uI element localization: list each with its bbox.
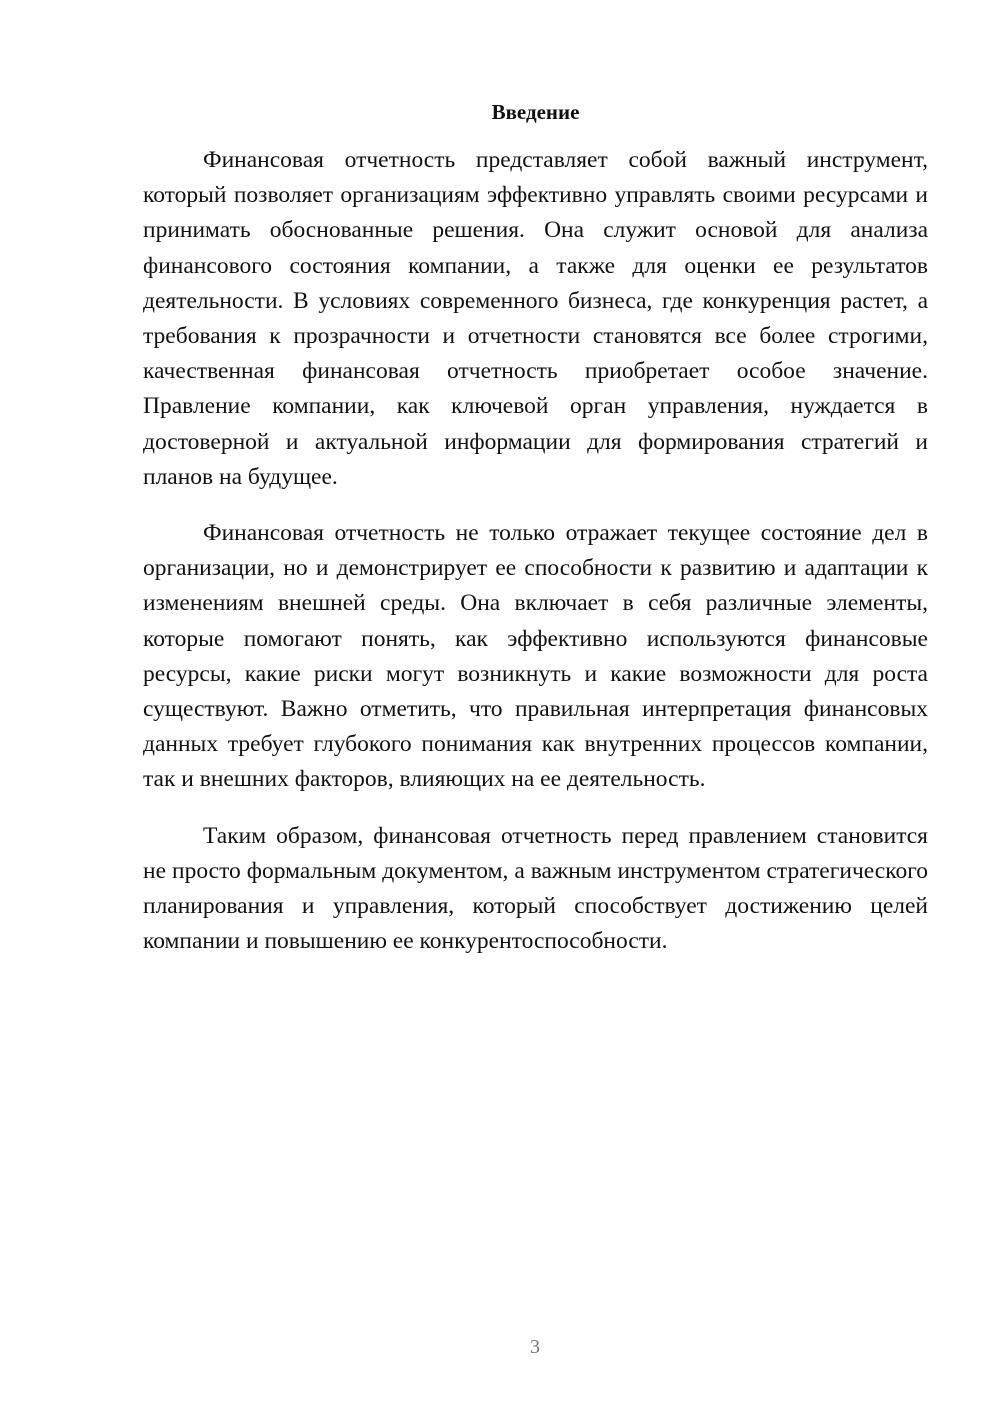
paragraph-1: Финансовая отчетность представляет собой важный инструмент, который позволяет организациям эффективно управлять своими ресурсами и принимать обоснованные решения. Она служит основой для анализа финансового состояния компании, а также для оценки ее результатов деятельности. В условиях современного бизнеса, где конкуренция растет, а требования к прозрачности и отчетности становятся все более строгими, качественная финансовая отчетность приобретает особое значение. Правление компании, как ключевой орган управления, нуждается в достоверной и актуальной информации для формирования стратегий и планов на будущее. xyxy=(143,147,928,490)
paragraph-2: Финансовая отчетность не только отражает текущее состояние дел в организации, но и демонстрирует ее способности к развитию и адаптации к изменениям внешней среды. Она включает в себя различные элементы, которые помогают понять, как эффективно используются финансовые ресурсы, какие риски могут возникнуть и какие возможности для роста существуют. Важно отметить, что правильная интерпретация финансовых данных требует глубокого понимания как внутренних процессов компании, так и внешних факторов, влияющих на ее деятельность. xyxy=(143,520,928,793)
body-text xyxy=(143,143,928,980)
paragraph-3: Таким образом, финансовая отчетность перед правлением становится не просто формальным документом, а важным инструментом стратегического планирования и управления, который способствует достижению целей компании и повышению ее конкурентоспособности. xyxy=(143,822,928,955)
section-heading: Введение xyxy=(491,100,580,124)
page-number: 3 xyxy=(530,1336,540,1358)
